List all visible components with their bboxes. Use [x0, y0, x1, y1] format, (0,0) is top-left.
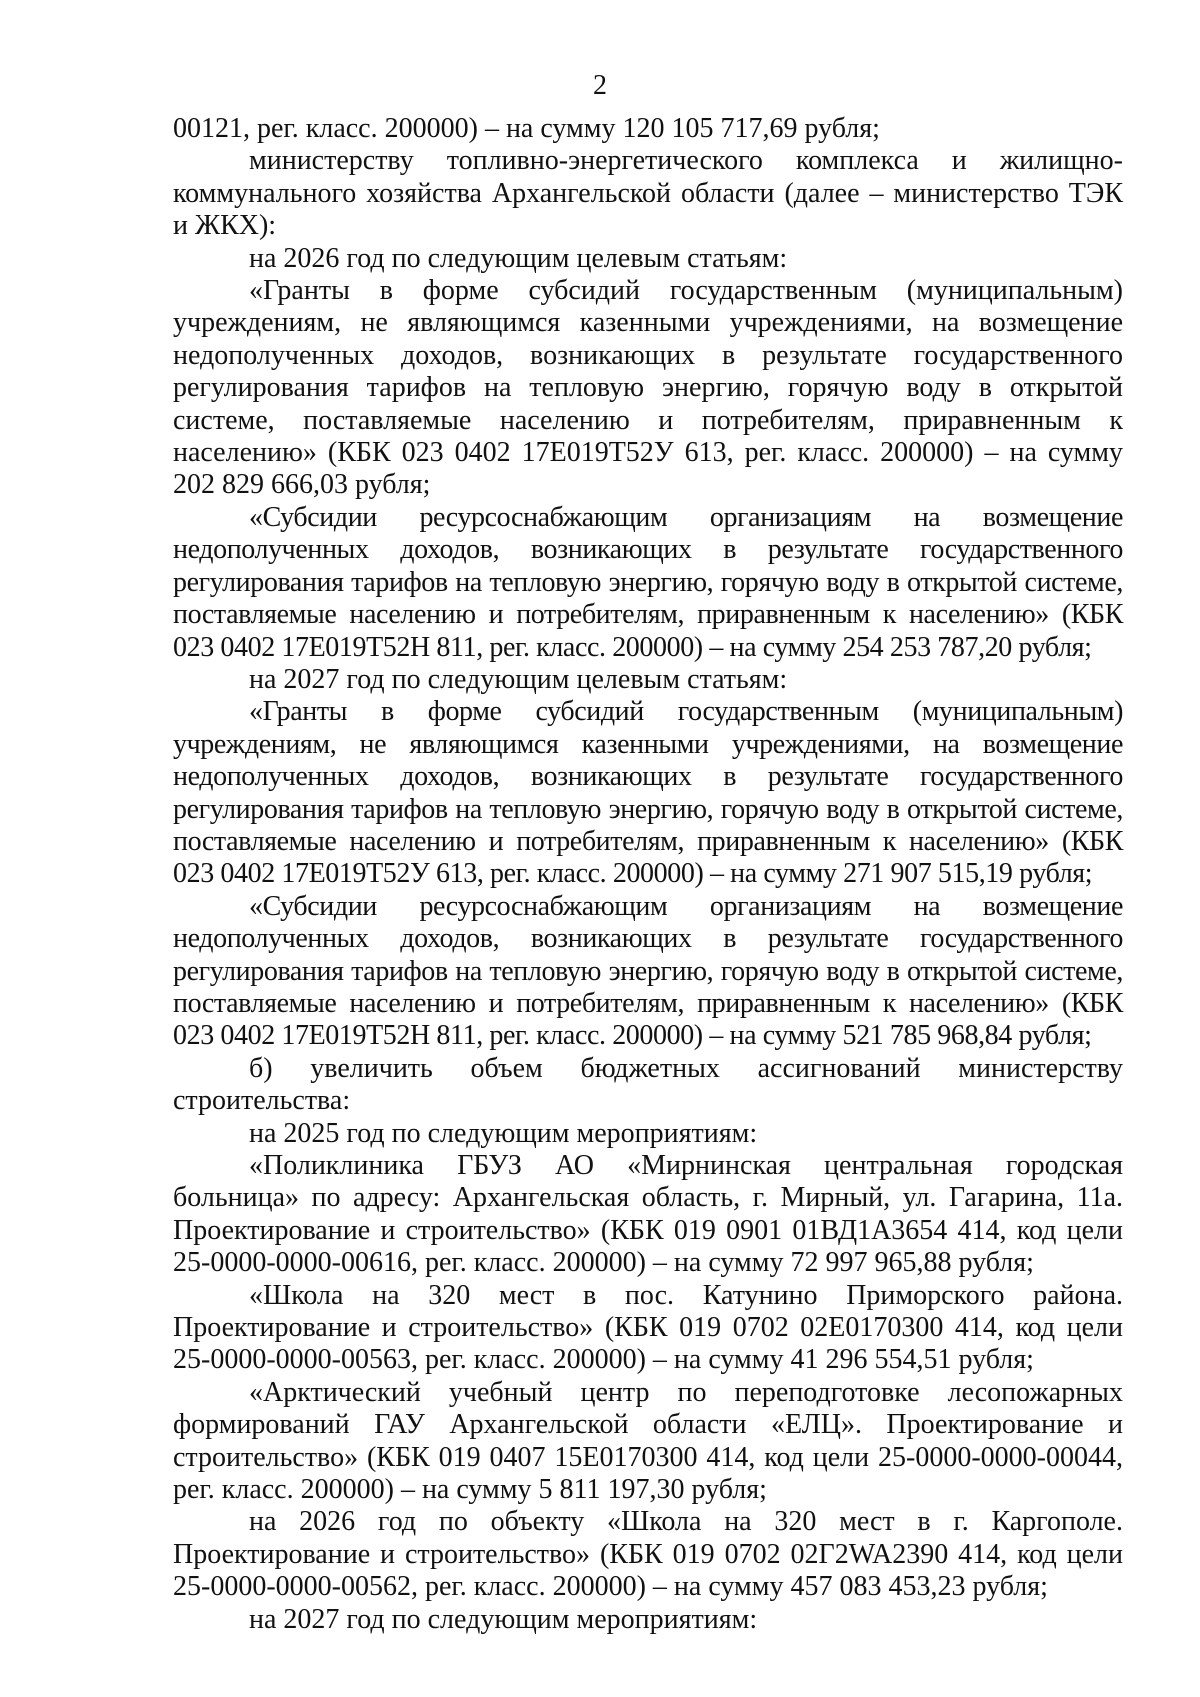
paragraph-2026-grants: «Гранты в форме субсидий государственным (муниципальным) учреждениям, не являющимся казенными учреждениями, на возмещение недополученных доходов, возникающих в результате государственного регулирования тарифов на тепловую энергию, горячую воду в открытой системе, поставляемые населению и потребителям, приравненным к населению» (КБК 023 0402 17Е019Т52У 613, рег. класс. 200000) – на сумму 202 829 666,03 рубля; [173, 275, 1123, 501]
paragraph-year-2026-heading: на 2026 год по следующим целевым статьям: [249, 242, 788, 274]
paragraph-2027-grants: «Гранты в форме субсидий государственным (муниципальным) учреждениям, не являющимся казенными учреждениями, на возмещение недополученных доходов, возникающих в результате государственного регулирования тарифов на тепловую энергию, горячую воду в открытой системе, поставляемые населению и потребителям, приравненным к населению» (КБК 023 0402 17Е019Т52У 613, рег. класс. 200000) – на сумму 271 907 515,19 рубля; [173, 696, 1123, 890]
paragraph-kargopol-school: на 2026 год по объекту «Школа на 320 мест в г. Каргополе. Проектирование и строительство» (КБК 019 0702 02Г2WA2390 414, код цели 25-0000-0000-00562, рег. класс. 200000) – на сумму 457 083 453,23 рубля; [173, 1506, 1123, 1603]
paragraph-katunino-school: «Школа на 320 мест в пос. Катунино Приморского района. Проектирование и строительство» (КБК 019 0702 02Е0170300 414, код цели 25-0000-0000-00563, рег. класс. 200000) – на сумму 41 296 554,51 рубля; [173, 1279, 1123, 1376]
paragraph-continuation-ministry-budget: 00121, рег. класс. 200000) – на сумму 120 105 717,69 рубля; [173, 113, 880, 144]
page-number: 2 [593, 70, 607, 101]
paragraph-2027-subsidies: «Субсидии ресурсоснабжающим организациям на возмещение недополученных доходов, возникающих в результате государственного регулирования тарифов на тепловую энергию, горячую воду в открытой системе, поставляемые населению и потребителям, приравненным к населению» (КБК 023 0402 17Е019Т52Н 811, рег. класс. 200000) – на сумму 521 785 968,84 рубля; [173, 890, 1123, 1052]
paragraph-construction-ministry-increase: б) увеличить объем бюджетных ассигнований министерству строительства: [173, 1052, 1123, 1117]
paragraph-mirny-polyclinic: «Поликлиника ГБУЗ АО «Мирнинская центральная городская больница» по адресу: Архангельская область, г. Мирный, ул. Гагарина, 11а. Проектирование и строительство» (КБК 019 0901 01ВД1А3654 414, код цели 25-0000-0000-00616, рег. класс. 200000) – на сумму 72 997 965,88 рубля; [173, 1150, 1123, 1279]
paragraph-ministry-tek-zhkh: министерству топливно-энергетического комплекса и жилищно-коммунального хозяйства Архангельской области (далее – министерство ТЭК и ЖКХ): [173, 145, 1123, 242]
paragraph-year-2027-measures-heading: на 2027 год по следующим мероприятиям: [249, 1603, 758, 1635]
document-body [173, 113, 1123, 1636]
paragraph-year-2025-heading: на 2025 год по следующим мероприятиям: [249, 1117, 758, 1149]
paragraph-year-2027-heading: на 2027 год по следующим целевым статьям: [249, 663, 788, 695]
paragraph-arctic-training-center: «Арктический учебный центр по переподготовке лесопожарных формирований ГАУ Архангельской области «ЕЛЦ». Проектирование и строительство» (КБК 019 0407 15Е0170300 414, код цели 25-0000-0000-00044, рег. класс. 200000) – на сумму 5 811 197,30 рубля; [173, 1376, 1123, 1506]
paragraph-2026-subsidies: «Субсидии ресурсоснабжающим организациям на возмещение недополученных доходов, возникающих в результате государственного регулирования тарифов на тепловую энергию, горячую воду в открытой системе, поставляемые населению и потребителям, приравненным к населению» (КБК 023 0402 17Е019Т52Н 811, рег. класс. 200000) – на сумму 254 253 787,20 рубля; [173, 501, 1123, 663]
